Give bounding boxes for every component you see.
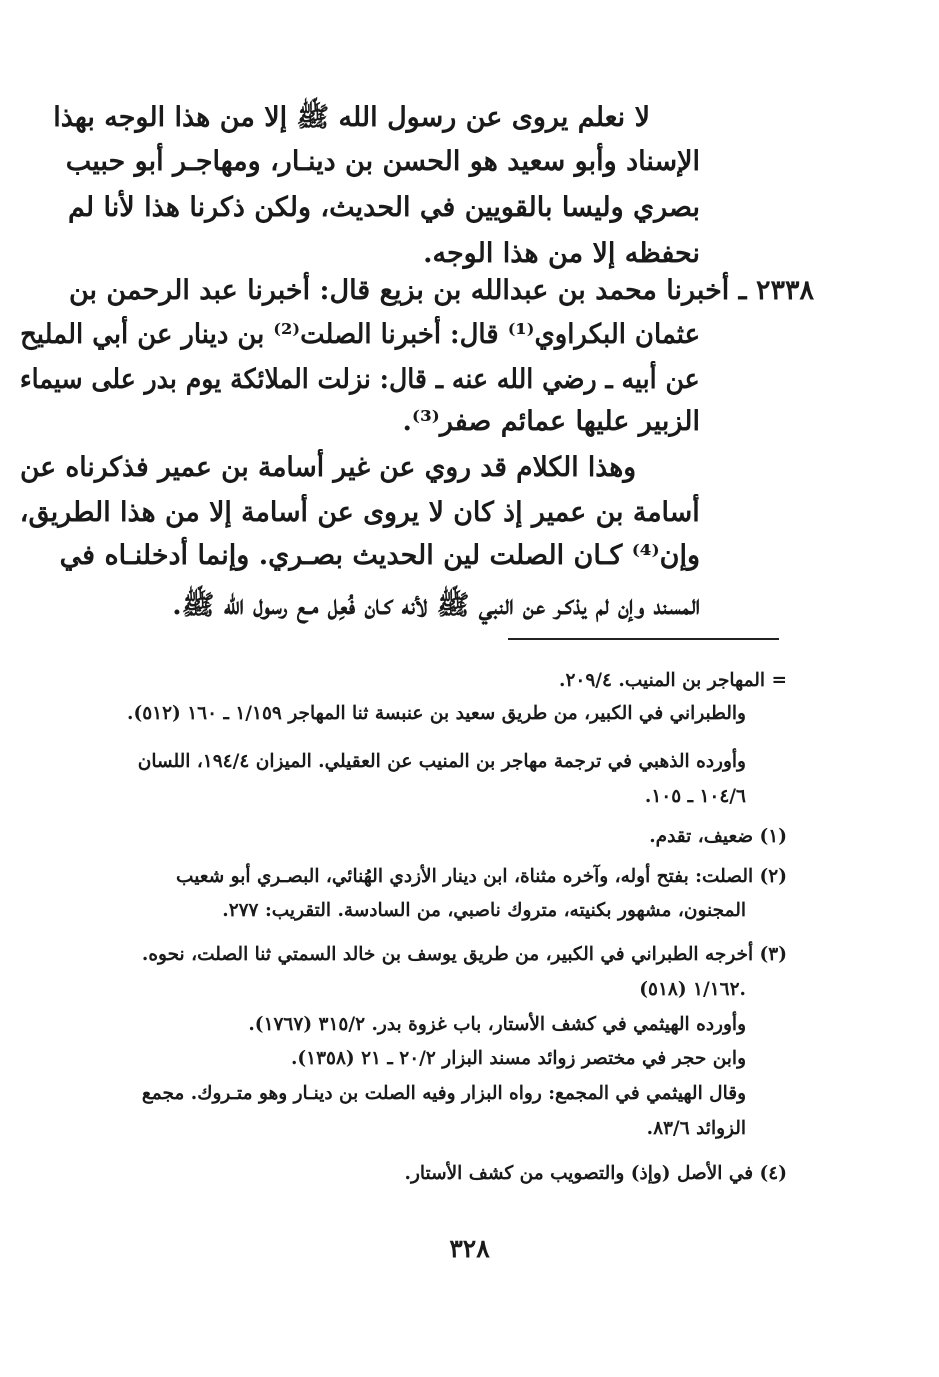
main-line: الزبير عليها عمائم صفر⁽³⁾. [402, 406, 700, 437]
footnote-line: ١٠٤/٦ ـ ١٠٥. [644, 786, 746, 807]
footnote-line: (١) ضعيف، تقدم. [649, 826, 787, 847]
main-line: عثمان البكراوي⁽¹⁾ قال: أخبرنا الصلت⁽²⁾ بن دينار عن أبي المليح [19, 319, 700, 350]
main-line: لا نعلم يروى عن رسول الله ﷺ إلا من هذا الوجه بهذا [53, 102, 650, 133]
main-line: وهذا الكلام قد روي عن غير أسامة بن عمير فذكرناه عن [19, 452, 636, 483]
main-line: وإن⁽⁴⁾ كـان الصلت لين الحديث بصـري. وإنما أدخلنـاه في [59, 540, 700, 571]
footnote-line: (٣) أخرجه الطبراني في الكبير، من طريق يوسف بن خالد السمتي ثنا الصلت، نحوه. [141, 944, 787, 965]
footnote-line: وأورده الهيثمي في كشف الأستار، باب غزوة بدر. ٣١٥/٢ (١٧٦٧). [248, 1014, 746, 1035]
footnote-line: المجنون، مشهور بكنيته، متروك ناصبي، من السادسة. التقريب: ٢٧٧. [222, 900, 746, 921]
main-line: بصري وليسا بالقويين في الحديث، ولكن ذكرنا هذا لأنا لم [67, 192, 700, 223]
footnote-line: الزوائد ٨٣/٦. [646, 1118, 746, 1139]
footnote-line: وقال الهيثمي في المجمع: رواه البزار وفيه الصلت بن دينـار وهو متـروك. مجمع [141, 1083, 746, 1104]
footnote-separator [508, 638, 779, 640]
footnote-line: = المهاجر بن المنيب. ٢٠٩/٤. [559, 670, 787, 691]
footnote-line: (٤) في الأصل (وإذ) والتصويب من كشف الأستار. [404, 1163, 787, 1184]
page-number: ٣٢٨ [449, 1234, 490, 1263]
main-line: نحفظه إلا من هذا الوجه. [423, 238, 700, 269]
footnote-line: وابن حجر في مختصر زوائد مسند البزار ٢٠/٢ ـ ٢١ (١٣٥٨). [290, 1048, 746, 1069]
main-line: المسند وإن لم يذكـر عن النبي ﷺ لأنه كـان فُعِل مـع رسول الله ﷺ. [172, 590, 700, 621]
footnote-line: والطبراني في الكبير، من طريق سعيد بن عنبسة ثنا المهاجر ١/١٥٩ ـ ١٦٠ (٥١٢). [127, 703, 746, 724]
main-line: ٢٣٣٨ ـ أخبرنا محمد بن عبدالله بن بزيع قال: أخبرنا عبد الرحمن بن [68, 275, 814, 306]
main-line: عن أبيه ـ رضي الله عنه ـ قال: نزلت الملائكة يوم بدر على سيماء [20, 364, 700, 395]
main-line: أسامة بن عمير إذ كان لا يروى عن أسامة إلا من هذا الطريق، [20, 497, 700, 528]
main-line: الإسناد وأبو سعيد هو الحسن بن دينـار، ومهاجـر أبو حبيب [65, 146, 700, 177]
footnote-line: وأورده الذهبي في ترجمة مهاجر بن المنيب عن العقيلي. الميزان ١٩٤/٤، اللسان [137, 751, 746, 772]
footnote-line: (٢) الصلت: بفتح أوله، وآخره مثناة، ابن دينار الأزدي الهُنائي، البصـري أبو شعيب [176, 866, 787, 887]
footnote-line: ١/١٦٢ (٥١٨). [639, 979, 746, 1000]
